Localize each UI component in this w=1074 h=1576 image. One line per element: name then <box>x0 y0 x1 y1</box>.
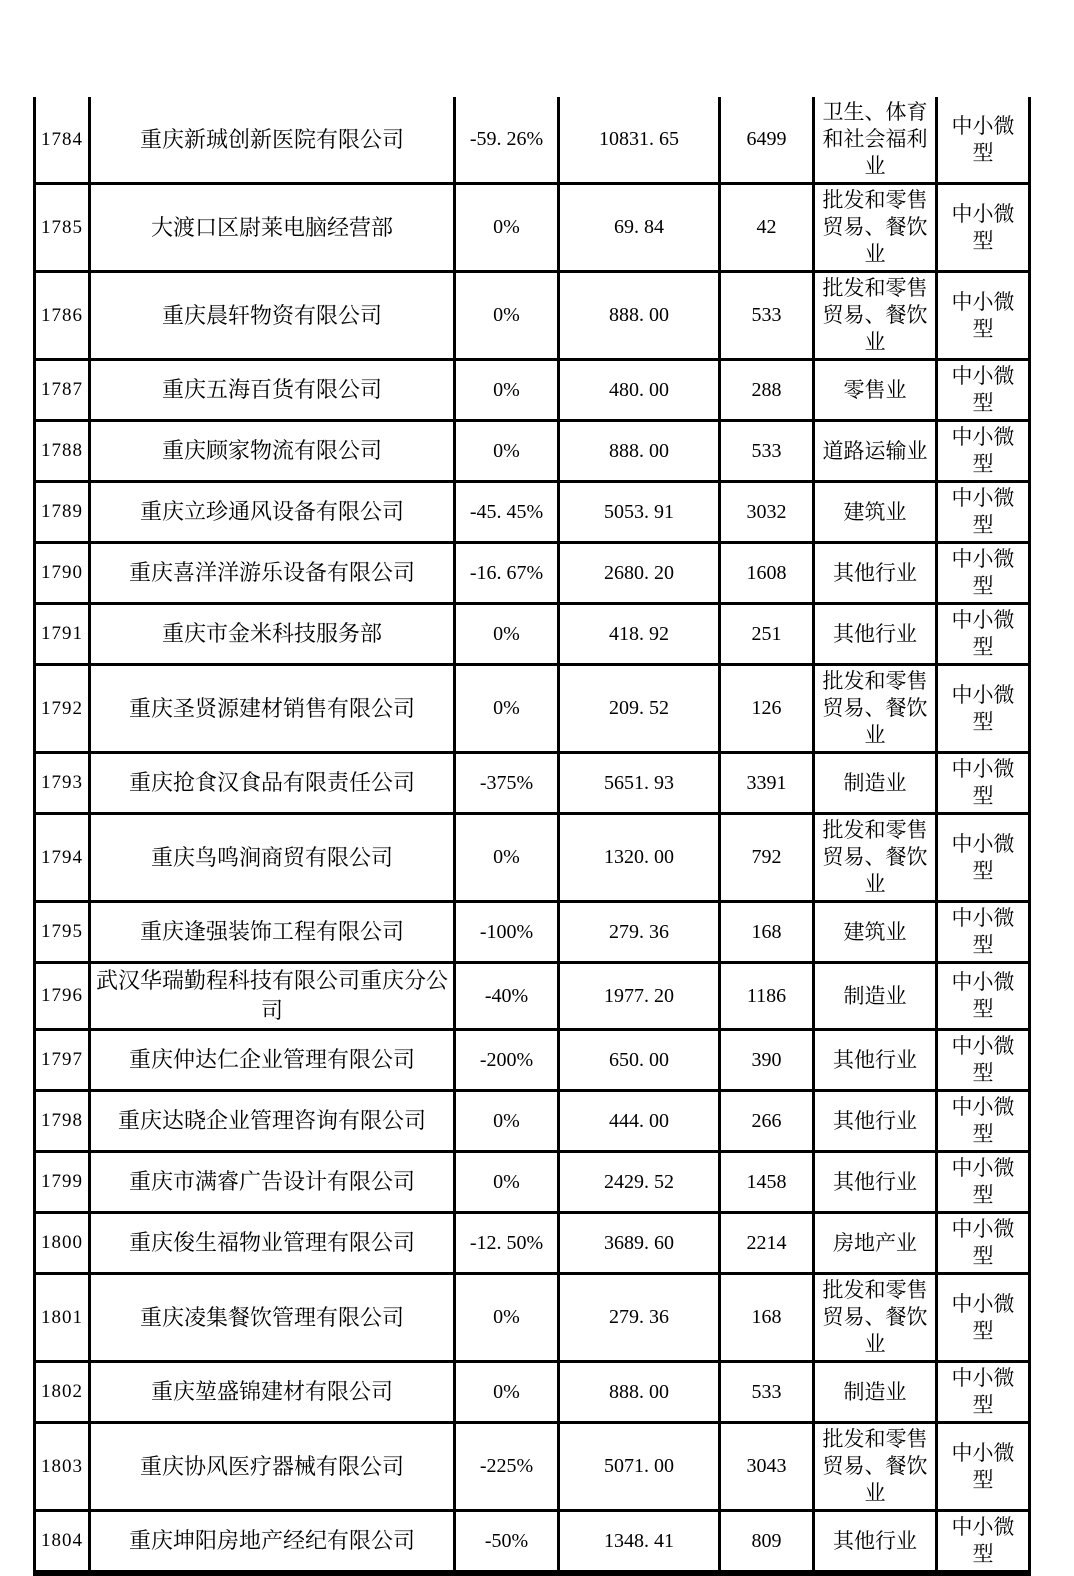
size-category-cell: 中小微型 <box>937 1274 1030 1362</box>
company-name-cell: 重庆顾家物流有限公司 <box>90 421 455 482</box>
industry-cell: 其他行业 <box>814 543 937 604</box>
growth-rate-cell: 0% <box>455 360 559 421</box>
table-row <box>35 184 1030 272</box>
industry-cell: 批发和零售贸易、餐饮业 <box>814 665 937 753</box>
table-row <box>35 1362 1030 1423</box>
industry-cell: 其他行业 <box>814 604 937 665</box>
growth-rate-cell: 0% <box>455 421 559 482</box>
count-cell: 3391 <box>720 753 814 814</box>
count-cell: 266 <box>720 1091 814 1152</box>
industry-cell: 零售业 <box>814 360 937 421</box>
row-number-cell: 1801 <box>35 1274 90 1362</box>
industry-cell: 其他行业 <box>814 1030 937 1091</box>
growth-rate-cell: 0% <box>455 814 559 902</box>
amount-cell: 444. 00 <box>559 1091 720 1152</box>
growth-rate-cell: -225% <box>455 1423 559 1511</box>
size-category-cell: 中小微型 <box>937 97 1030 184</box>
row-number-cell: 1790 <box>35 543 90 604</box>
size-category-cell: 中小微型 <box>937 1423 1030 1511</box>
count-cell: 168 <box>720 1274 814 1362</box>
growth-rate-cell: -375% <box>455 753 559 814</box>
table-row <box>35 360 1030 421</box>
industry-cell: 制造业 <box>814 963 937 1030</box>
amount-cell: 5071. 00 <box>559 1423 720 1511</box>
size-category-cell: 中小微型 <box>937 360 1030 421</box>
row-number-cell: 1802 <box>35 1362 90 1423</box>
table-row <box>35 1030 1030 1091</box>
size-category-cell: 中小微型 <box>937 814 1030 902</box>
count-cell: 6499 <box>720 97 814 184</box>
growth-rate-cell: -59. 26% <box>455 97 559 184</box>
growth-rate-cell: 0% <box>455 184 559 272</box>
growth-rate-cell: -40% <box>455 963 559 1030</box>
table-row <box>35 753 1030 814</box>
amount-cell: 1348. 41 <box>559 1511 720 1574</box>
row-number-cell: 1791 <box>35 604 90 665</box>
industry-cell: 批发和零售贸易、餐饮业 <box>814 814 937 902</box>
size-category-cell: 中小微型 <box>937 1213 1030 1274</box>
count-cell: 168 <box>720 902 814 963</box>
growth-rate-cell: 0% <box>455 1362 559 1423</box>
row-number-cell: 1786 <box>35 272 90 360</box>
company-name-cell: 重庆市满睿广告设计有限公司 <box>90 1152 455 1213</box>
amount-cell: 888. 00 <box>559 421 720 482</box>
industry-cell: 其他行业 <box>814 1091 937 1152</box>
company-name-cell: 重庆市金米科技服务部 <box>90 604 455 665</box>
table-row <box>35 482 1030 543</box>
row-number-cell: 1792 <box>35 665 90 753</box>
growth-rate-cell: 0% <box>455 1091 559 1152</box>
count-cell: 3032 <box>720 482 814 543</box>
growth-rate-cell: 0% <box>455 1274 559 1362</box>
table-row <box>35 1423 1030 1511</box>
amount-cell: 69. 84 <box>559 184 720 272</box>
company-name-cell: 重庆鸟鸣涧商贸有限公司 <box>90 814 455 902</box>
industry-cell: 批发和零售贸易、餐饮业 <box>814 272 937 360</box>
company-name-cell: 重庆新珹创新医院有限公司 <box>90 97 455 184</box>
count-cell: 2214 <box>720 1213 814 1274</box>
industry-cell: 建筑业 <box>814 482 937 543</box>
growth-rate-cell: -45. 45% <box>455 482 559 543</box>
size-category-cell: 中小微型 <box>937 604 1030 665</box>
industry-cell: 道路运输业 <box>814 421 937 482</box>
growth-rate-cell: -50% <box>455 1511 559 1574</box>
industry-cell: 制造业 <box>814 753 937 814</box>
size-category-cell: 中小微型 <box>937 272 1030 360</box>
table-row <box>35 902 1030 963</box>
count-cell: 809 <box>720 1511 814 1574</box>
company-name-cell: 重庆晨轩物资有限公司 <box>90 272 455 360</box>
amount-cell: 3689. 60 <box>559 1213 720 1274</box>
size-category-cell: 中小微型 <box>937 1362 1030 1423</box>
industry-cell: 房地产业 <box>814 1213 937 1274</box>
count-cell: 42 <box>720 184 814 272</box>
growth-rate-cell: -100% <box>455 902 559 963</box>
industry-cell: 其他行业 <box>814 1511 937 1574</box>
row-number-cell: 1800 <box>35 1213 90 1274</box>
size-category-cell: 中小微型 <box>937 1152 1030 1213</box>
row-number-cell: 1799 <box>35 1152 90 1213</box>
table-row <box>35 604 1030 665</box>
company-name-cell: 重庆仲达仁企业管理有限公司 <box>90 1030 455 1091</box>
size-category-cell: 中小微型 <box>937 902 1030 963</box>
enterprise-table <box>33 97 1031 1576</box>
table-row <box>35 97 1030 184</box>
table-row <box>35 1213 1030 1274</box>
row-number-cell: 1789 <box>35 482 90 543</box>
size-category-cell: 中小微型 <box>937 1030 1030 1091</box>
amount-cell: 1320. 00 <box>559 814 720 902</box>
count-cell: 1186 <box>720 963 814 1030</box>
count-cell: 3043 <box>720 1423 814 1511</box>
growth-rate-cell: -200% <box>455 1030 559 1091</box>
count-cell: 792 <box>720 814 814 902</box>
size-category-cell: 中小微型 <box>937 753 1030 814</box>
row-number-cell: 1787 <box>35 360 90 421</box>
size-category-cell: 中小微型 <box>937 1091 1030 1152</box>
row-number-cell: 1795 <box>35 902 90 963</box>
row-number-cell: 1804 <box>35 1511 90 1574</box>
size-category-cell: 中小微型 <box>937 543 1030 604</box>
count-cell: 251 <box>720 604 814 665</box>
table-row <box>35 1091 1030 1152</box>
company-name-cell: 重庆立珍通风设备有限公司 <box>90 482 455 543</box>
count-cell: 533 <box>720 1362 814 1423</box>
growth-rate-cell: 0% <box>455 604 559 665</box>
count-cell: 533 <box>720 272 814 360</box>
amount-cell: 1977. 20 <box>559 963 720 1030</box>
company-name-cell: 重庆喜洋洋游乐设备有限公司 <box>90 543 455 604</box>
company-name-cell: 重庆达晓企业管理咨询有限公司 <box>90 1091 455 1152</box>
row-number-cell: 1785 <box>35 184 90 272</box>
size-category-cell: 中小微型 <box>937 963 1030 1030</box>
count-cell: 1608 <box>720 543 814 604</box>
amount-cell: 209. 52 <box>559 665 720 753</box>
growth-rate-cell: -16. 67% <box>455 543 559 604</box>
amount-cell: 5651. 93 <box>559 753 720 814</box>
row-number-cell: 1797 <box>35 1030 90 1091</box>
count-cell: 1458 <box>720 1152 814 1213</box>
size-category-cell: 中小微型 <box>937 184 1030 272</box>
count-cell: 126 <box>720 665 814 753</box>
growth-rate-cell: 0% <box>455 272 559 360</box>
size-category-cell: 中小微型 <box>937 665 1030 753</box>
table-row <box>35 963 1030 1030</box>
amount-cell: 2680. 20 <box>559 543 720 604</box>
amount-cell: 650. 00 <box>559 1030 720 1091</box>
industry-cell: 批发和零售贸易、餐饮业 <box>814 1274 937 1362</box>
row-number-cell: 1803 <box>35 1423 90 1511</box>
table-row <box>35 543 1030 604</box>
growth-rate-cell: -12. 50% <box>455 1213 559 1274</box>
table-row <box>35 814 1030 902</box>
table-row <box>35 1511 1030 1574</box>
industry-cell: 批发和零售贸易、餐饮业 <box>814 184 937 272</box>
company-name-cell: 重庆堃盛锦建材有限公司 <box>90 1362 455 1423</box>
table-row <box>35 421 1030 482</box>
industry-cell: 卫生、体育和社会福利业 <box>814 97 937 184</box>
size-category-cell: 中小微型 <box>937 482 1030 543</box>
company-name-cell: 重庆坤阳房地产经纪有限公司 <box>90 1511 455 1574</box>
amount-cell: 418. 92 <box>559 604 720 665</box>
size-category-cell: 中小微型 <box>937 421 1030 482</box>
table-row <box>35 1152 1030 1213</box>
company-name-cell: 重庆圣贤源建材销售有限公司 <box>90 665 455 753</box>
amount-cell: 888. 00 <box>559 272 720 360</box>
amount-cell: 279. 36 <box>559 1274 720 1362</box>
company-name-cell: 重庆协风医疗器械有限公司 <box>90 1423 455 1511</box>
row-number-cell: 1784 <box>35 97 90 184</box>
industry-cell: 制造业 <box>814 1362 937 1423</box>
table-row <box>35 1274 1030 1362</box>
amount-cell: 279. 36 <box>559 902 720 963</box>
growth-rate-cell: 0% <box>455 665 559 753</box>
amount-cell: 480. 00 <box>559 360 720 421</box>
company-name-cell: 重庆凌集餐饮管理有限公司 <box>90 1274 455 1362</box>
growth-rate-cell: 0% <box>455 1152 559 1213</box>
count-cell: 288 <box>720 360 814 421</box>
amount-cell: 10831. 65 <box>559 97 720 184</box>
row-number-cell: 1788 <box>35 421 90 482</box>
table-row <box>35 272 1030 360</box>
company-name-cell: 大渡口区尉莱电脑经营部 <box>90 184 455 272</box>
table-row <box>35 665 1030 753</box>
industry-cell: 批发和零售贸易、餐饮业 <box>814 1423 937 1511</box>
company-name-cell: 重庆逢强装饰工程有限公司 <box>90 902 455 963</box>
count-cell: 533 <box>720 421 814 482</box>
size-category-cell: 中小微型 <box>937 1511 1030 1574</box>
row-number-cell: 1796 <box>35 963 90 1030</box>
amount-cell: 5053. 91 <box>559 482 720 543</box>
industry-cell: 建筑业 <box>814 902 937 963</box>
company-name-cell: 重庆俊生福物业管理有限公司 <box>90 1213 455 1274</box>
row-number-cell: 1794 <box>35 814 90 902</box>
industry-cell: 其他行业 <box>814 1152 937 1213</box>
amount-cell: 2429. 52 <box>559 1152 720 1213</box>
company-name-cell: 重庆五海百货有限公司 <box>90 360 455 421</box>
row-number-cell: 1793 <box>35 753 90 814</box>
count-cell: 390 <box>720 1030 814 1091</box>
company-name-cell: 重庆抢食汉食品有限责任公司 <box>90 753 455 814</box>
company-name-cell: 武汉华瑞勤程科技有限公司重庆分公司 <box>90 963 455 1030</box>
amount-cell: 888. 00 <box>559 1362 720 1423</box>
row-number-cell: 1798 <box>35 1091 90 1152</box>
